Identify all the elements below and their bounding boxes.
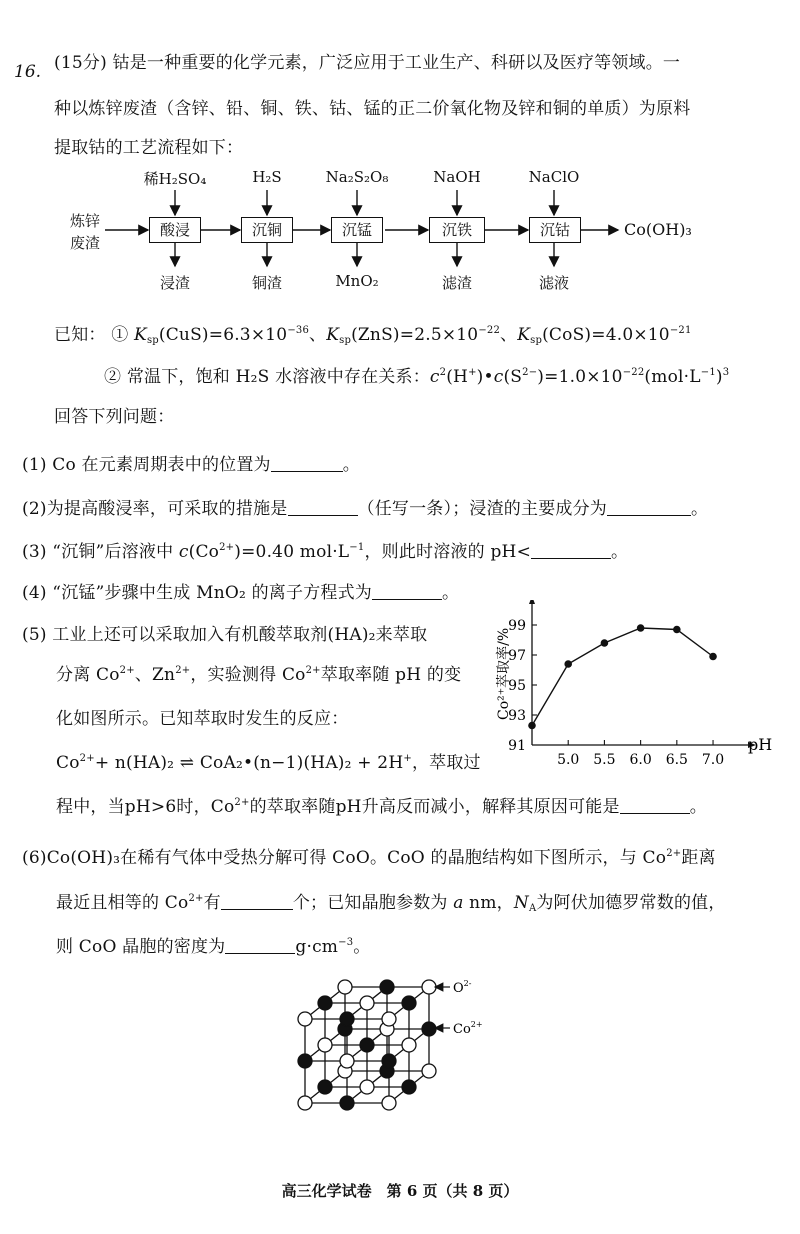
q5-end: 。 — [689, 797, 707, 817]
q5-line2-c: ，实验测得 Co — [190, 665, 306, 685]
ksp-zns: 2.5×10 — [414, 325, 479, 345]
oxide-ion — [382, 1012, 396, 1026]
q6-line1-b: 距离 — [681, 848, 716, 868]
ksp-cos: 4.0×10 — [605, 325, 670, 345]
q6-answer-blank-2[interactable] — [225, 937, 295, 954]
o-label: $O^{2-}$ — [453, 979, 472, 996]
crystal-atoms — [298, 980, 436, 1110]
cobalt-ion — [340, 1096, 354, 1110]
chart-series — [528, 624, 717, 729]
cobalt-ion — [360, 1038, 374, 1052]
cobalt-ion — [402, 996, 416, 1010]
q4-answer-blank[interactable] — [372, 583, 442, 600]
q6-line-3 — [56, 932, 370, 957]
question-number: 16. — [14, 62, 42, 82]
q1-end: 。 — [342, 455, 360, 475]
subquestion-4 — [22, 578, 459, 603]
x-tick-label: 6.0 — [629, 752, 652, 768]
chart-x-label: pH — [748, 735, 773, 754]
subquestion-2 — [22, 494, 708, 519]
step-box-3: 沉铁 — [429, 217, 485, 243]
question-intro-line2: 种以炼锌废渣（含锌、铅、铜、铁、钴、锰的正二价氧化物及锌和铜的单质）为原料 — [54, 99, 691, 119]
q3-answer-blank[interactable] — [531, 542, 611, 559]
q2-end: 。 — [691, 499, 709, 519]
q6-line2-h: 为阿伏加德罗常数的值， — [536, 893, 726, 913]
oxide-ion — [360, 1080, 374, 1094]
oxide-ion — [318, 1038, 332, 1052]
y-tick-label: 99 — [508, 618, 526, 634]
known-marker-1: ① — [111, 325, 129, 345]
cobalt-ion — [318, 1080, 332, 1094]
known-item-1: 已知： ① $K_{sp}(CuS)=6.3\times 10^{-36}$、$K_{sp}(ZnS)=2.5\times 10^{-22}$、$K_{sp}(CoS)=4.0\times 10^{-21}$ — [54, 325, 692, 346]
q5-line1-text: 工业上还可以采取加入有机酸萃取剂(HA)₂来萃取 — [52, 625, 428, 645]
subquestion-1 — [22, 450, 360, 475]
q6-line2-a: 最近且相等的 Co — [56, 893, 189, 913]
oxide-ion — [298, 1096, 312, 1110]
byproduct-1: 铜渣 — [251, 274, 282, 292]
known-item2-exp: −22 — [622, 367, 645, 378]
flow-arrows — [0, 0, 800, 300]
data-point — [601, 639, 609, 647]
q6-line1-a: Co(OH)₃在稀有气体中受热分解可得 CoO。CoO 的晶胞结构如下图所示，与 Co — [46, 848, 667, 868]
q6-line3-exp: −3 — [338, 937, 354, 948]
q6-end: 。 — [353, 937, 371, 957]
oxide-ion — [402, 1038, 416, 1052]
question-score: (15分) — [54, 53, 107, 73]
q6-line2-g: A — [528, 903, 537, 914]
subquestion-3: (3) “沉铜”后溶液中 $c(Co^{2+})=0.40$ $mol\cdot L^{-1}$，则此时溶液的 pH< 。 — [22, 542, 629, 562]
oxide-ion — [382, 1096, 396, 1110]
reagent-3: NaOH — [433, 168, 481, 186]
step-box-4: 沉钴 — [529, 217, 581, 243]
chart-y-label: Co²⁺萃取率/% — [496, 627, 512, 720]
q5-line-1 — [22, 620, 427, 645]
q5-line-2: 分离 $Co^{2+}$、$Zn^{2+}$，实验测得 $Co^{2+}$萃取率随 pH 的变 — [56, 665, 462, 685]
series-line — [532, 628, 713, 726]
byproduct-4: 滤液 — [538, 274, 569, 292]
byproduct-3: 滤渣 — [441, 274, 472, 292]
q6-line2-b: 有 — [203, 893, 221, 913]
byproduct-0: 浸渣 — [159, 274, 190, 292]
q3-label: (3) — [22, 542, 47, 562]
cobalt-ion — [402, 1080, 416, 1094]
q5-line4-b: + n(HA)₂ ⇌ CoA₂•(n−1)(HA)₂ + 2H — [94, 753, 404, 773]
data-point — [709, 653, 717, 661]
q5-line-3: 化如图所示。已知萃取时发生的反应： — [56, 709, 349, 729]
reagent-1: H₂S — [252, 168, 282, 186]
extraction-rate-chart — [470, 600, 790, 780]
flow-input-line1: 炼锌 — [70, 212, 101, 230]
q5-line2-b: 、Zn — [134, 665, 176, 685]
q3-text-a: “沉铜”后溶液中 — [52, 542, 174, 562]
known-item2-text: 常温下，饱和 H₂S 水溶液中存在关系： — [126, 367, 430, 387]
known-item2-unit: (mol·L — [644, 367, 701, 387]
q6-line2-d: a — [453, 893, 464, 913]
q1-label: (1) — [22, 455, 47, 475]
q4-end: 。 — [442, 583, 460, 603]
question-intro-line3: 提取钴的工艺流程如下： — [54, 138, 244, 158]
q6-line3-a: 则 CoO 晶胞的密度为 — [56, 937, 226, 957]
reagent-0: 稀H₂SO₄ — [143, 170, 207, 188]
x-tick-label: 7.0 — [701, 752, 725, 768]
flow-input-line2: 废渣 — [70, 234, 101, 252]
q5-label: (5) — [22, 625, 47, 645]
q4-label: (4) — [22, 583, 47, 603]
cobalt-ion — [422, 1022, 436, 1036]
data-point — [564, 660, 572, 668]
q5-line-4: $Co^{2+}+ n(HA)_2$ ⇌ CoA₂•(n−1)(HA)₂ + 2H+，萃取过 — [56, 753, 481, 773]
q6-line2-e: nm， — [463, 893, 514, 913]
data-point — [637, 624, 645, 632]
x-tick-label: 5.5 — [593, 752, 616, 768]
step-box-2: 沉锰 — [331, 217, 383, 243]
reagent-2: Na₂S₂O₈ — [325, 168, 389, 186]
intro-text-1: 钴是一种重要的化学元素，广泛应用于工业生产、科研以及医疗等领域。一 — [112, 53, 681, 73]
oxide-ion — [360, 996, 374, 1010]
q6-line2-f: N — [513, 893, 529, 913]
q6-label: (6) — [22, 848, 47, 868]
x-tick-label: 5.0 — [557, 752, 580, 768]
known-item2-value: =1.0×10 — [544, 367, 623, 387]
byproduct-2: MnO₂ — [335, 272, 379, 290]
q6-answer-blank-1[interactable] — [221, 893, 293, 910]
q5-line-5: 程中，当pH>6时，$Co^{2+}$的萃取率随pH升高反而减小，解释其原因可能是 。 — [56, 797, 707, 817]
co-label: $Co^{2+}$ — [453, 1020, 483, 1037]
q2-label: (2) — [22, 499, 47, 519]
step-box-1: 沉铜 — [241, 217, 293, 243]
coo-crystal-diagram — [280, 965, 520, 1145]
q5-line2-a: 分离 Co — [56, 665, 120, 685]
y-tick-label: 93 — [508, 708, 526, 724]
ksp-cos-exp: −21 — [669, 325, 692, 336]
cobalt-ion — [318, 996, 332, 1010]
q3-text-c: ，则此时溶液的 pH< — [364, 542, 532, 562]
cobalt-ion — [340, 1012, 354, 1026]
q2-answer-blank-2[interactable] — [607, 499, 691, 516]
q6-line-2: 最近且相等的 $Co^{2+}$有 个；已知晶胞参数为 a nm，$N_A$为阿伏加德罗常数的值， — [56, 893, 726, 914]
x-tick-label: 6.5 — [665, 752, 688, 768]
reagent-4: NaClO — [528, 168, 580, 186]
q5-line5-b: 的萃取率随pH升高反而减小，解释其原因可能是 — [249, 797, 620, 817]
known-label: 已知： — [54, 325, 106, 345]
answer-prompt: 回答下列问题： — [54, 407, 175, 427]
q1-text: Co 在元素周期表中的位置为 — [52, 455, 271, 475]
step-box-0: 酸浸 — [149, 217, 201, 243]
y-tick-label: 97 — [508, 648, 526, 664]
y-axis-arrow — [529, 600, 535, 604]
q2-text-a: 为提高酸浸率，可采取的措施是 — [46, 499, 288, 519]
cobalt-ion — [382, 1054, 396, 1068]
q6-line2-c: 个；已知晶胞参数为 — [292, 893, 448, 913]
q3-text-b: =0.40 mol·L — [241, 542, 350, 562]
q5-answer-blank[interactable] — [620, 797, 690, 814]
y-tick-label: 91 — [508, 738, 526, 754]
oxide-ion — [422, 1064, 436, 1078]
q5-line5-a: 程中，当pH>6时，Co — [56, 797, 235, 817]
oxide-ion — [338, 980, 352, 994]
chart-axes — [508, 600, 756, 768]
q3-end: 。 — [611, 542, 629, 562]
q5-line4-c: ，萃取过 — [411, 753, 481, 773]
q5-line4-a: Co — [56, 753, 80, 773]
page-footer: 高三化学试卷 第 6 页（共 8 页） — [281, 1182, 519, 1200]
oxide-ion — [340, 1054, 354, 1068]
oxide-ion — [422, 980, 436, 994]
cobalt-ion — [380, 980, 394, 994]
q6-line-1: (6)Co(OH)₃在稀有气体中受热分解可得 CoO。CoO 的晶胞结构如下图所示，与 $Co^{2+}$距离 — [22, 848, 716, 868]
data-point — [528, 722, 536, 730]
q2-answer-blank-1[interactable] — [288, 499, 358, 516]
ksp-cus: 6.3×10 — [223, 325, 288, 345]
q4-text: “沉锰”步骤中生成 MnO₂ 的离子方程式为 — [52, 583, 372, 603]
cobalt-ion — [298, 1054, 312, 1068]
known-item-2: ② 常温下，饱和 H₂S 水溶液中存在关系：$c^2(H^+)•c(S^{2-})=1.0\times 10^{-22}(mol\cdot L^{-1})^3$ — [104, 367, 730, 387]
q1-answer-blank[interactable] — [271, 455, 343, 472]
flow-output: Co(OH)₃ — [624, 220, 692, 239]
ksp-zns-exp: −22 — [478, 325, 501, 336]
known-marker-2: ② — [104, 367, 122, 387]
oxide-ion — [298, 1012, 312, 1026]
ksp-cus-exp: −36 — [287, 325, 310, 336]
q2-text-b: （任写一条）；浸渣的主要成分为 — [357, 499, 607, 519]
process-flowchart — [0, 0, 800, 300]
q5-line2-d: 萃取率随 pH 的变 — [320, 665, 462, 685]
data-point — [673, 626, 681, 634]
y-tick-label: 95 — [508, 678, 526, 694]
q6-line3-b: g·cm — [295, 937, 339, 957]
